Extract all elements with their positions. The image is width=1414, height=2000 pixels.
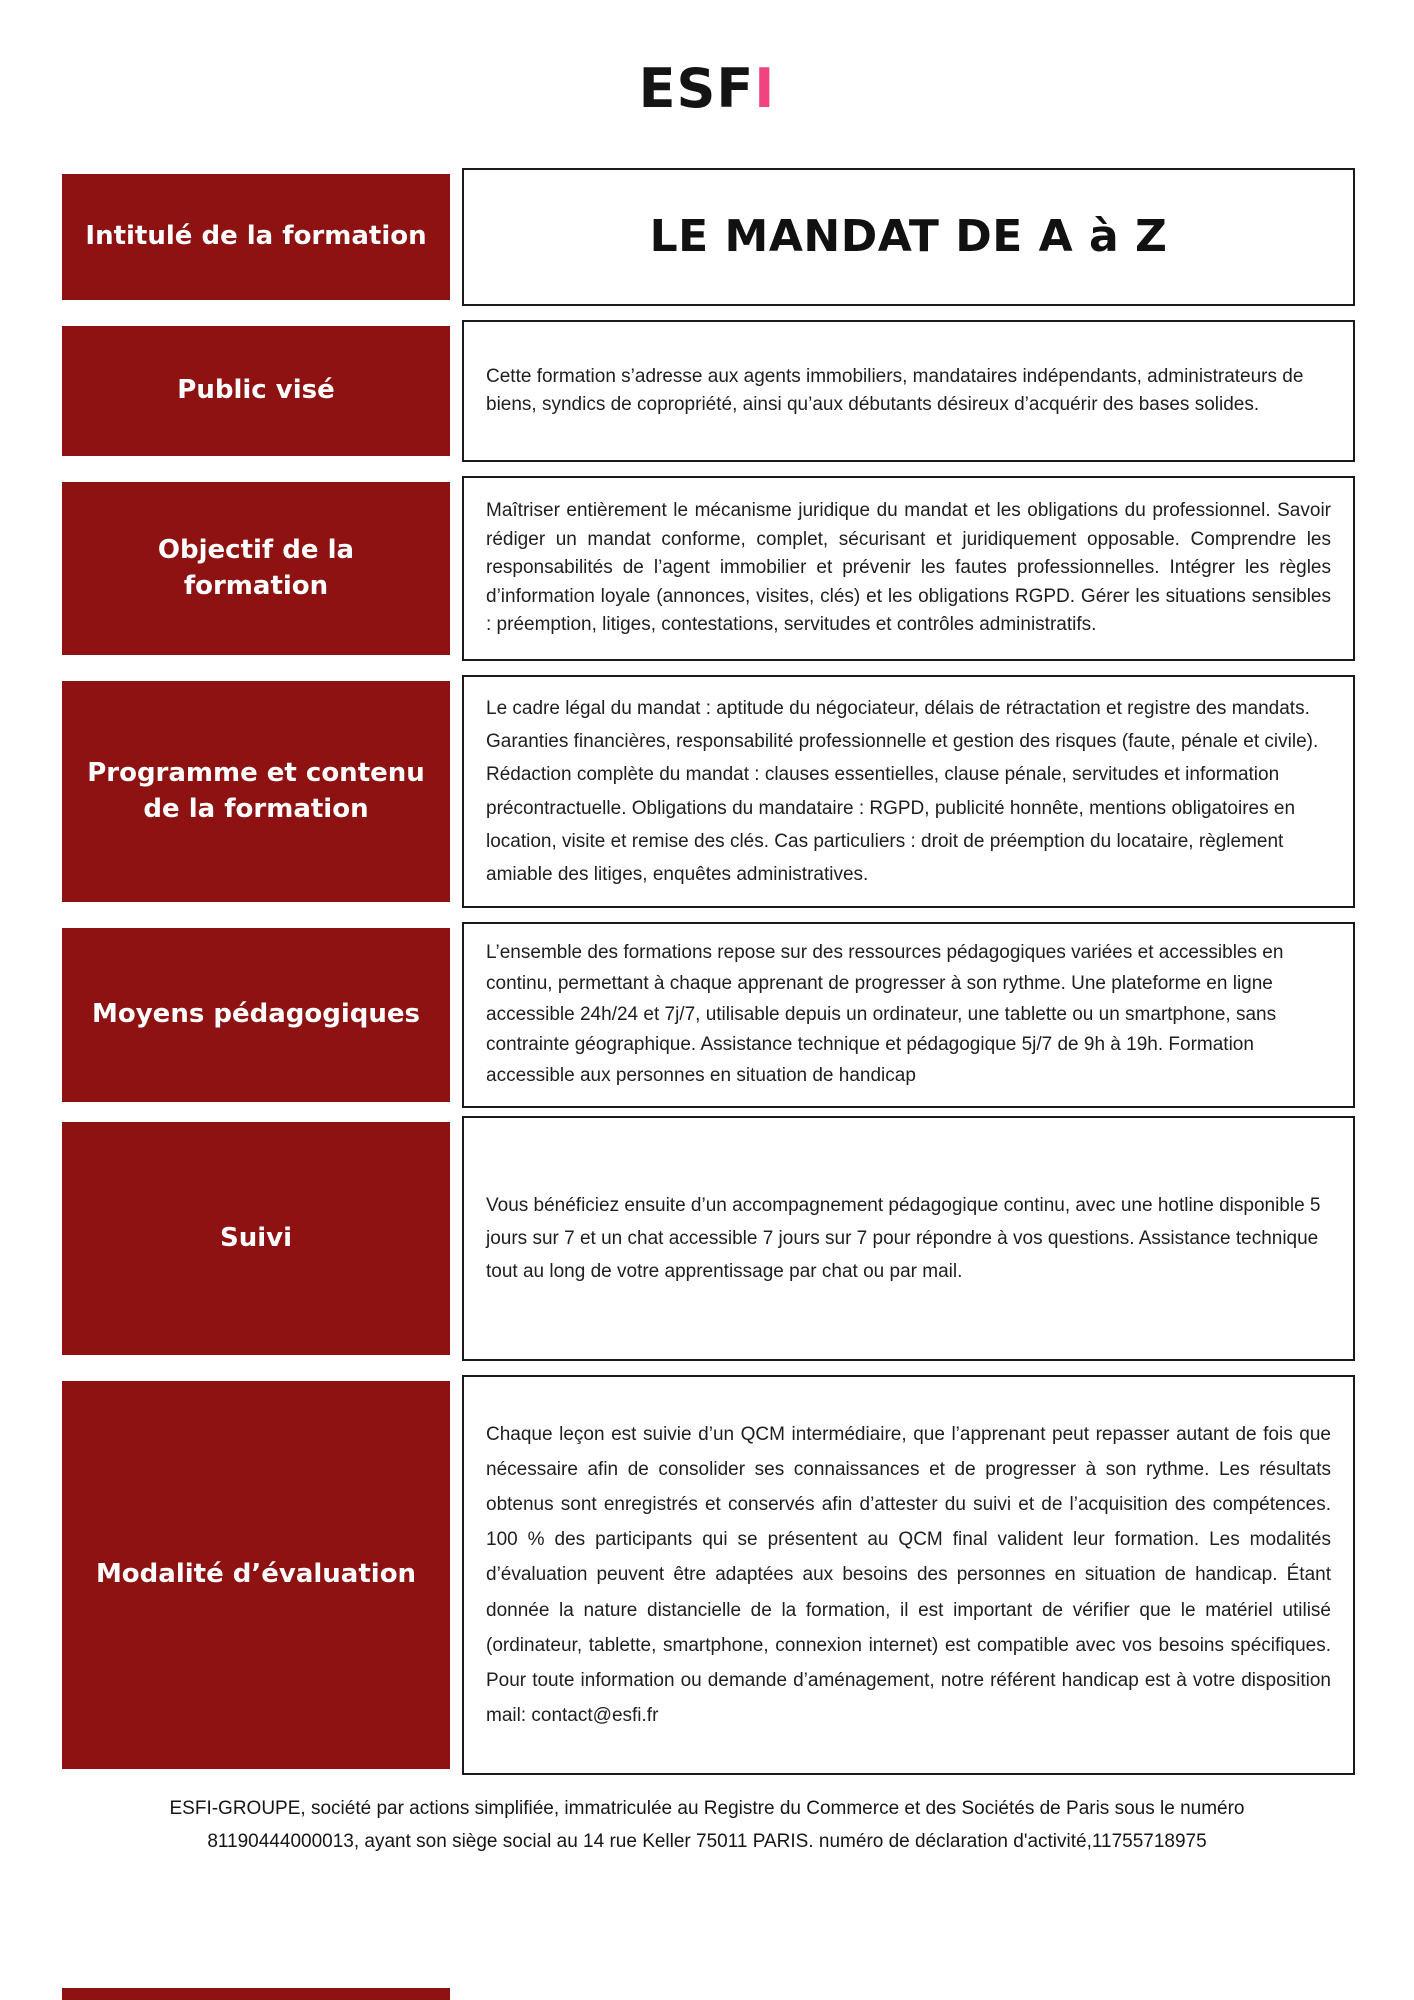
label-cell-suivi — [62, 1122, 450, 1355]
training-info-table — [62, 168, 1355, 1789]
label-text-objectif: Objectif de la formation — [157, 535, 355, 601]
body-text-moyens-pedagogiques: L’ensemble des formations repose sur des ressources pédagogiques variées et accessibles en continu, permettant à chaque apprenant de progresser à son rythme. Une plateforme en ligne accessible 24h/24 et 7j/7, utilisable depuis un ordinateur, une tablette ou un smartphone, sans contrainte géographique. Assistance technique et pédagogique 5j/7 de 9h à 19h. Formation accessible aux personnes en situation de handicap — [486, 942, 1284, 1087]
row-programme — [62, 675, 1355, 908]
next-page-label-cell-partial — [62, 1988, 450, 2000]
body-text-suivi: Vous bénéficiez ensuite d’un accompagnement pédagogique continu, avec une hotline disponible 5 jours sur 7 et un chat accessible 7 jours sur 7 pour répondre à vos questions. Assistance technique tout au long de votre apprentissage par chat ou par mail. — [486, 1194, 1321, 1283]
body-text-objectif: Maîtriser entièrement le mécanisme juridique du mandat et les obligations du professionnel. Savoir rédiger un mandat conforme, complet, sécurisant et juridiquement opposable. Comprendre les responsabilités de l’agent immobilier et prévenir les fautes professionnelles. Intégrer les règles d’information loyale (annonces, visites, clés) et les obligations RGPD. Gérer les situations sensibles : préemption, litiges, contestations, servitudes et contrôles administratifs. — [486, 500, 1331, 636]
logo-text-black: ESF — [638, 57, 755, 120]
label-text-suivi: Suivi — [219, 1222, 292, 1253]
body-text-modalite-evaluation: Chaque leçon est suivie d’un QCM intermédiaire, que l’apprenant peut repasser autant de fois que nécessaire afin de consolider ses connaissances et de progresser à son rythme. Les résultats obtenus sont enregistrés et conservés afin d’attester du suivi et de l’acquisition des compétences. 100 % des participants qui se présentent au QCM final valident leur formation. Les modalités d’évaluation peuvent être adaptées aux besoins des personnes en situation de handicap. Étant donnée la nature distancielle de la formation, il est important de vérifier que le matériel utilisé (ordinateur, tablette, smartphone, connexion internet) est compatible avec vos besoins spécifiques. Pour toute information ou demande d’aménagement, notre référent handicap est à votre disposition mail: contact@esfi.fr — [486, 1423, 1331, 1726]
body-text-programme: Le cadre légal du mandat : aptitude du négociateur, délais de rétractation et registre des mandats. Garanties financières, responsabilité professionnelle et gestion des risques (faute, pénale et civile). Rédaction complète du mandat : clauses essentielles, clause pénale, servitudes et information précontractuelle. Obligations du mandataire : RGPD, publicité honnête, mentions obligatoires en location, visite et remise des clés. Cas particuliers : droit de préemption du locataire, règlement amiable des litiges, enquêtes administratives. — [486, 697, 1319, 885]
label-cell-intitule — [62, 174, 450, 300]
row-objectif — [62, 476, 1355, 661]
body-text-public-vise: Cette formation s’adresse aux agents immobiliers, mandataires indépendants, administrateurs de biens, syndics de copropriété, ainsi qu’aux débutants désireux d’acquérir des bases solides. — [486, 365, 1304, 415]
legal-footer-line2: 81190444000013, ayant son siège social au 14 rue Keller 75011 PARIS. numéro de déclaration d'activité,11755718975 — [207, 1831, 1207, 1853]
content-cell-suivi — [462, 1116, 1355, 1361]
label-cell-objectif — [62, 482, 450, 655]
content-cell-programme — [462, 675, 1355, 908]
content-cell-public-vise — [462, 320, 1355, 462]
formation-title: LE MANDAT DE A à Z — [649, 211, 1168, 262]
legal-footer — [0, 1792, 1414, 1859]
label-cell-moyens-pedagogiques — [62, 928, 450, 1102]
label-cell-programme — [62, 681, 450, 902]
label-cell-modalite-evaluation — [62, 1381, 450, 1769]
label-text-public-vise: Public visé — [177, 375, 335, 406]
label-text-programme: Programme et contenu de la formation — [87, 758, 425, 824]
row-modalite-evaluation — [62, 1375, 1355, 1775]
row-moyens-pedagogiques — [62, 922, 1355, 1102]
label-cell-public-vise — [62, 326, 450, 456]
label-text-moyens-pedagogiques: Moyens pédagogiques — [92, 999, 420, 1030]
content-cell-modalite-evaluation — [462, 1375, 1355, 1775]
content-cell-formation-title — [462, 168, 1355, 306]
row-suivi — [62, 1116, 1355, 1361]
label-text-modalite-evaluation: Modalité d’évaluation — [95, 1559, 417, 1590]
row-public-vise — [62, 320, 1355, 462]
content-cell-moyens-pedagogiques — [462, 922, 1355, 1108]
esfi-logo — [0, 0, 1414, 120]
label-text-intitule: Intitulé de la formation — [85, 221, 427, 252]
legal-footer-line1: ESFI-GROUPE, société par actions simplifiée, immatriculée au Registre du Commerce et des Sociétés de Paris sous le numéro — [169, 1798, 1245, 1819]
row-intitule — [62, 168, 1355, 306]
logo-text-pink: I — [754, 57, 776, 120]
content-cell-objectif — [462, 476, 1355, 661]
